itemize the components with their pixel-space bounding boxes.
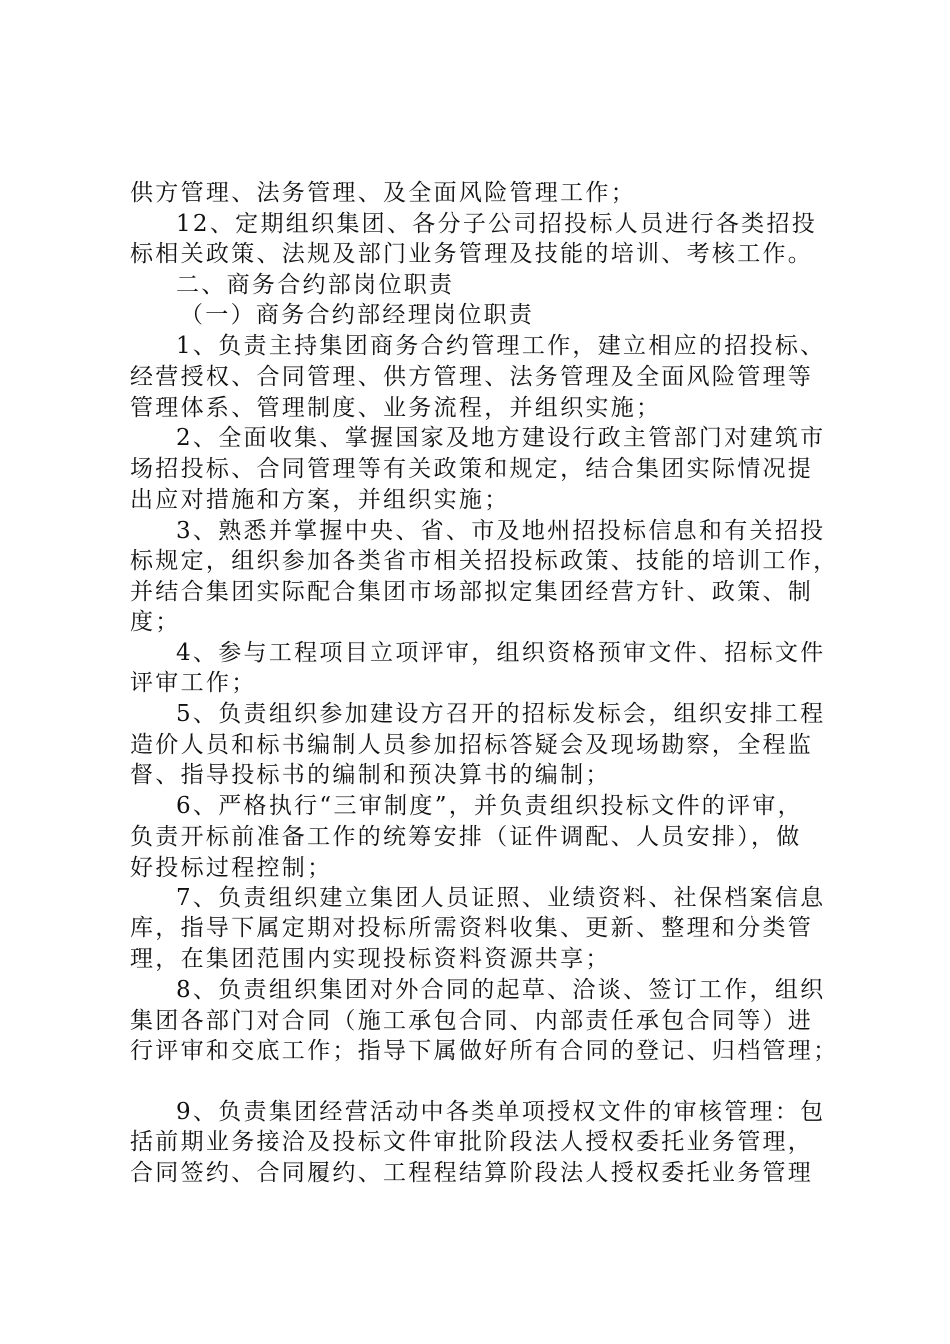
- text-line: 出应对措施和方案，并组织实施；: [130, 487, 510, 513]
- text-line: 并结合集团实际配合集团市场部拟定集团经营方针、政策、制: [130, 579, 814, 605]
- text-line: 行评审和交底工作；指导下属做好所有合同的登记、归档管理；: [130, 1038, 839, 1064]
- text-line: 库，指导下属定期对投标所需资料收集、更新、整理和分类管: [130, 915, 814, 941]
- text-line: 1、负责主持集团商务合约管理工作，建立相应的招投标、: [176, 333, 826, 359]
- text-line: 经营授权、合同管理、供方管理、法务管理及全面风险管理等: [130, 364, 814, 390]
- text-line: 标相关政策、法规及部门业务管理及技能的培训、考核工作。: [130, 241, 814, 267]
- text-line: 4、参与工程项目立项评审，组织资格预审文件、招标文件: [176, 640, 826, 666]
- text-line: 括前期业务接洽及投标文件审批阶段法人授权委托业务管理，: [130, 1129, 814, 1155]
- text-line: 9、负责集团经营活动中各类单项授权文件的审核管理：包: [176, 1099, 826, 1125]
- text-line: 供方管理、法务管理、及全面风险管理工作；: [130, 180, 636, 206]
- text-line: 合同签约、合同履约、工程程结算阶段法人授权委托业务管理: [130, 1160, 814, 1186]
- text-line: 集团各部门对合同（施工承包合同、内部责任承包合同等）进: [130, 1008, 814, 1034]
- text-line: 2、全面收集、掌握国家及地方建设行政主管部门对建筑市: [176, 425, 826, 451]
- text-line: 5、负责组织参加建设方召开的招标发标会，组织安排工程: [176, 701, 826, 727]
- text-line: 管理体系、管理制度、业务流程，并组织实施；: [130, 395, 662, 421]
- subsection-heading: （一）商务合约部经理岗位职责: [180, 302, 535, 328]
- text-line: 标规定，组织参加各类省市相关招投标政策、技能的培训工作，: [130, 548, 839, 574]
- text-line: 造价人员和标书编制人员参加招标答疑会及现场勘察，全程监: [130, 732, 814, 758]
- section-heading: 二、商务合约部岗位职责: [176, 272, 455, 298]
- text-line: 7、负责组织建立集团人员证照、业绩资料、社保档案信息: [176, 885, 826, 911]
- text-line: 8、负责组织集团对外合同的起草、洽谈、签订工作，组织: [176, 977, 826, 1003]
- text-line: 3、熟悉并掌握中央、省、市及地州招投标信息和有关招投: [176, 518, 826, 544]
- text-line: 度；: [130, 609, 181, 635]
- text-line: 评审工作；: [130, 670, 257, 696]
- text-line: 理，在集团范围内实现投标资料资源共享；: [130, 946, 611, 972]
- text-line: 负责开标前准备工作的统筹安排（证件调配、人员安排），做: [130, 824, 802, 850]
- text-line: 场招投标、合同管理等有关政策和规定，结合集团实际情况提: [130, 456, 814, 482]
- text-line: 6、严格执行“三审制度”，并负责组织投标文件的评审，: [176, 793, 803, 819]
- text-line: 12、定期组织集团、各分子公司招投标人员进行各类招投: [176, 211, 818, 237]
- text-line: 督、指导投标书的编制和预决算书的编制；: [130, 762, 611, 788]
- text-line: 好投标过程控制；: [130, 855, 333, 881]
